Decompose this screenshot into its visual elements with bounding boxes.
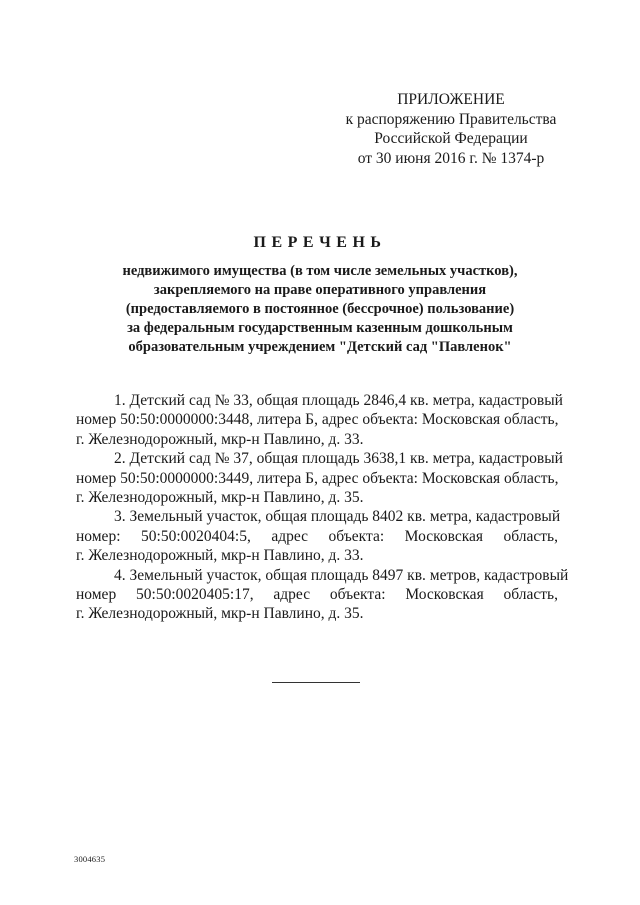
list-item (76, 566, 569, 624)
item-line: г. Железнодорожный, мкр-н Павлино, д. 35. (76, 489, 364, 507)
item-line: номер 50:50:0020405:17, адрес объекта: Московская область, (76, 586, 558, 604)
property-list (76, 391, 569, 624)
item-line: г. Железнодорожный, мкр-н Павлино, д. 33. (76, 430, 364, 448)
appendix-line-3: от 30 июня 2016 г. № 1374-р (357, 149, 545, 167)
item-line: 4. Земельный участок, общая площадь 8497 кв. метров, кадастровый (114, 566, 569, 584)
item-line: 1. Детский сад № 33, общая площадь 2846,4 кв. метра, кадастровый (114, 392, 563, 409)
subtitle-line: закрепляемого на праве оперативного управления (153, 282, 487, 298)
item-line: 3. Земельный участок, общая площадь 8402 кв. метра, кадастровый (114, 508, 561, 526)
document-code: 3004635 (74, 854, 106, 864)
list-item (76, 449, 563, 507)
item-line: г. Железнодорожный, мкр-н Павлино, д. 33. (76, 547, 364, 565)
item-line: 2. Детский сад № 37, общая площадь 3638,1 кв. метра, кадастровый (114, 450, 563, 468)
list-item (76, 391, 563, 449)
item-line: номер 50:50:0000000:3449, литера Б, адрес объекта: Московская область, (76, 469, 559, 487)
subtitle-line: (предоставляемого в постоянное (бессрочное) пользование) (125, 301, 515, 317)
appendix-line-2: Российской Федерации (374, 130, 528, 147)
item-line: номер: 50:50:0020404:5, адрес объекта: Московская область, (76, 527, 558, 545)
appendix-block (332, 90, 570, 168)
closing-divider (272, 682, 360, 683)
subtitle-line: образовательным учреждением "Детский сад "Павленок" (128, 339, 512, 355)
item-line: г. Железнодорожный, мкр-н Павлино, д. 35. (76, 605, 364, 623)
document-title: ПЕРЕЧЕНЬ (253, 234, 387, 251)
subtitle-line: недвижимого имущества (в том числе земельных участков), (122, 263, 518, 279)
appendix-title: ПРИЛОЖЕНИЕ (397, 91, 505, 108)
appendix-line-1: к распоряжению Правительства (345, 110, 557, 128)
subtitle-line: за федеральным государственным казенным дошкольным (127, 320, 513, 336)
document-subtitle (80, 262, 560, 357)
item-line: номер 50:50:0000000:3448, литера Б, адрес объекта: Московская область, (76, 411, 559, 429)
list-item (76, 507, 561, 565)
